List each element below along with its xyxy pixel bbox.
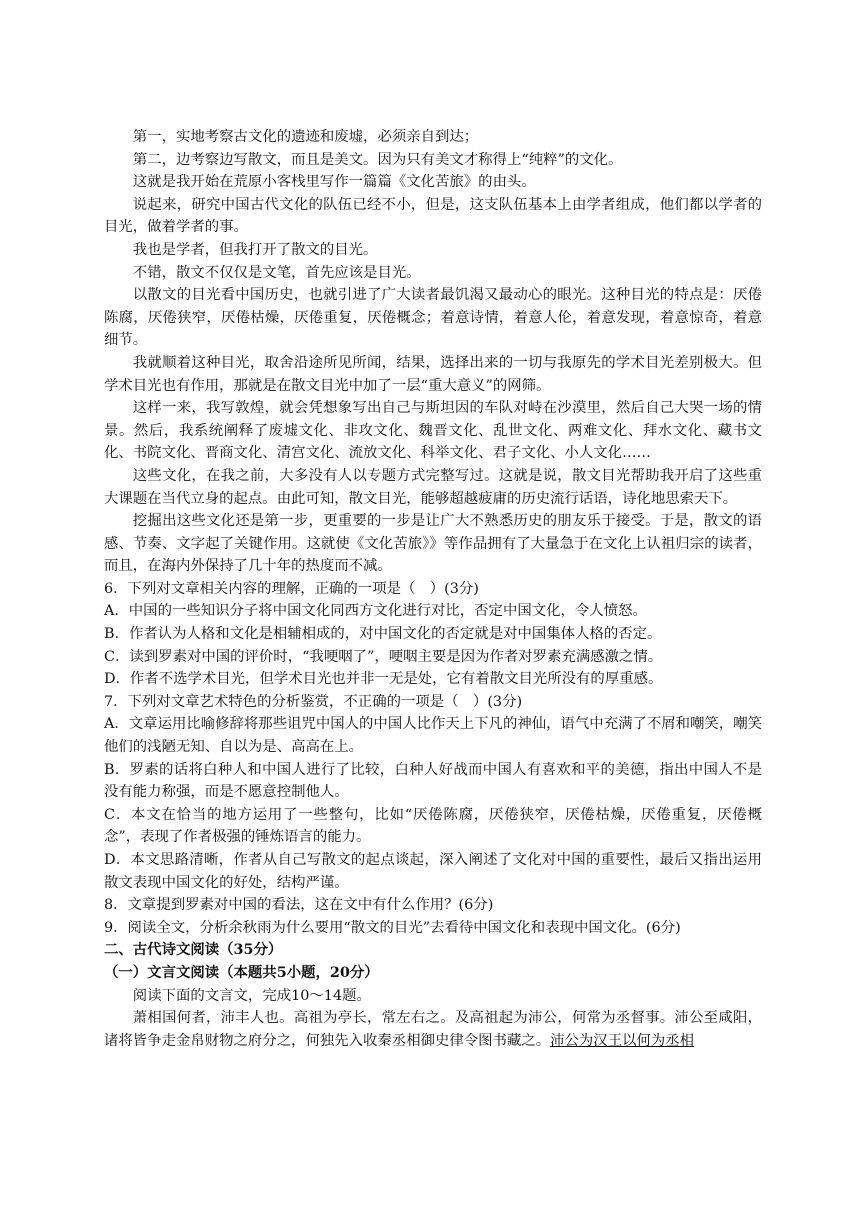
paragraph: 这就是我开始在荒原小客栈里写作一篇篇《文化苦旅》的由头。: [132, 174, 536, 191]
paragraph: 说起来，研究中国古代文化的队伍已经不小，但是，这支队伍基本上由学者组成，他们都以学者的目光，做着学者的事。: [104, 196, 762, 236]
paragraph: 阅读下面的文言文，完成10～14题。: [132, 987, 371, 1004]
paragraph: 我就顺着这种目光，取舍沿途所见所闻，结果，选择出来的一切与我原先的学术目光差别极大。但学术目光也有作用，那就是在散文目光中加了一层“重大意义”的网筛。: [104, 354, 762, 394]
paragraph: A．中国的一些知识分子将中国文化同西方文化进行对比，否定中国文化，令人愤怒。: [104, 603, 647, 620]
paragraph: 挖掘出这些文化还是第一步，更重要的一步是让广大不熟悉历史的朋友乐于接受。于是，散文的语感、节奏、文字起了关键作用。这就使《文化苦旅》》等作品拥有了大量急于在文化上认祖归宗的读者，而且，在海内外保持了几十年的热度而不减。: [104, 513, 762, 575]
paragraph: B．罗素的话将白种人和中国人进行了比较，白种人好战而中国人有喜欢和平的美德，指出中国人不是没有能力称强，而是不愿意控制他人。: [104, 761, 762, 801]
paragraph: 第二，边考察边写散文，而且是美文。因为只有美文才称得上“纯粹”的文化。: [132, 151, 623, 168]
paragraph: 我也是学者，但我打开了散文的目光。: [132, 241, 378, 258]
paragraph: A．文章运用比喻修辞将那些诅咒中国人的中国人比作天上下凡的神仙，语气中充满了不屑和嘲笑，嘲笑他们的浅陋无知、自以为是、高高在上。: [104, 716, 762, 756]
paragraph: D．本文思路清晰，作者从自己写散文的起点谈起，深入阐述了文化对中国的重要性，最后又指出运用散文表现中国文化的好处，结构严谨。: [104, 852, 762, 891]
paragraph: 不错，散文不仅仅是文笔，首先应该是目光。: [132, 264, 421, 281]
section-heading: 二、古代诗文阅读（35分）: [104, 941, 283, 959]
paragraph: 6．下列对文章相关内容的理解，正确的一项是（ ）(3分): [104, 580, 479, 597]
paragraph: C．读到罗素对中国的评价时，“我哽咽了”，哽咽主要是因为作者对罗素充满感激之情。: [104, 648, 663, 665]
paragraph-last: [104, 1007, 762, 1052]
paragraph: D．作者不选学术目光，但学术目光也并非一无是处，它有着散文目光所没有的厚重感。: [104, 671, 663, 688]
paragraph: 以散文的目光看中国历史，也就引进了广大读者最饥渴又最动心的眼光。这种目光的特点是：厌倦陈腐，厌倦狭窄，厌倦枯燥，厌倦重复，厌倦概念；着意诗情，着意人伦，着意发现，着意惊奇，着意细节。: [104, 287, 762, 349]
paragraph: B．作者认为人格和文化是相辅相成的，对中国文化的否定就是对中国集体人格的否定。: [104, 626, 662, 643]
paragraph: 7．下列对文章艺术特色的分析鉴赏，不正确的一项是（ ）(3分): [104, 693, 523, 710]
document-text: [104, 126, 762, 1052]
paragraph: 8．文章提到罗素对中国的看法，这在文中有什么作用？(6分): [104, 897, 494, 914]
underlined-sentence: 沛公为汉王以何为丞相: [550, 1032, 695, 1049]
paragraph: C．本文在恰当的地方运用了一些整句，比如“厌倦陈腐，厌倦狭窄，厌倦枯燥，厌倦重复，厌倦概念”，表现了作者极强的锤炼语言的能力。: [104, 806, 762, 846]
paragraph: 这样一来，我写敦煌，就会凭想象写出自己与斯坦因的车队对峙在沙漠里，然后自己大哭一场的情景。然后，我系统阐释了废墟文化、非攻文化、魏晋文化、乱世文化、两难文化、拜水文化、藏书文化、书院文化、晋商文化、清宫文化、流放文化、科举文化、君子文化、小人文化……: [104, 400, 762, 462]
section-heading: （一）文言文阅读（本题共5小题，20分）: [104, 963, 379, 981]
paragraph-text: 萧相国何者，沛丰人也。高祖为亭长，常左右之。及高祖起为沛公，何常为丞督事。沛公至咸阳，诸将皆争走金帛财物之府分之，何独先入收秦丞相御史律令图书藏之。: [104, 1010, 762, 1049]
paragraph: 9．阅读全文，分析余秋雨为什么要用“散文的目光”去看待中国文化和表现中国文化。(6分): [104, 919, 681, 936]
paragraph: 这些文化，在我之前，大多没有人以专题方式完整写过。这就是说，散文目光帮助我开启了这些重大课题在当代立身的起点。由此可知，散文目光，能够超越疲庸的历史流行话语，诗化地思索天下。: [104, 467, 762, 507]
paragraph: 第一，实地考察古文化的遗迹和废墟，必须亲自到达；: [132, 129, 479, 145]
